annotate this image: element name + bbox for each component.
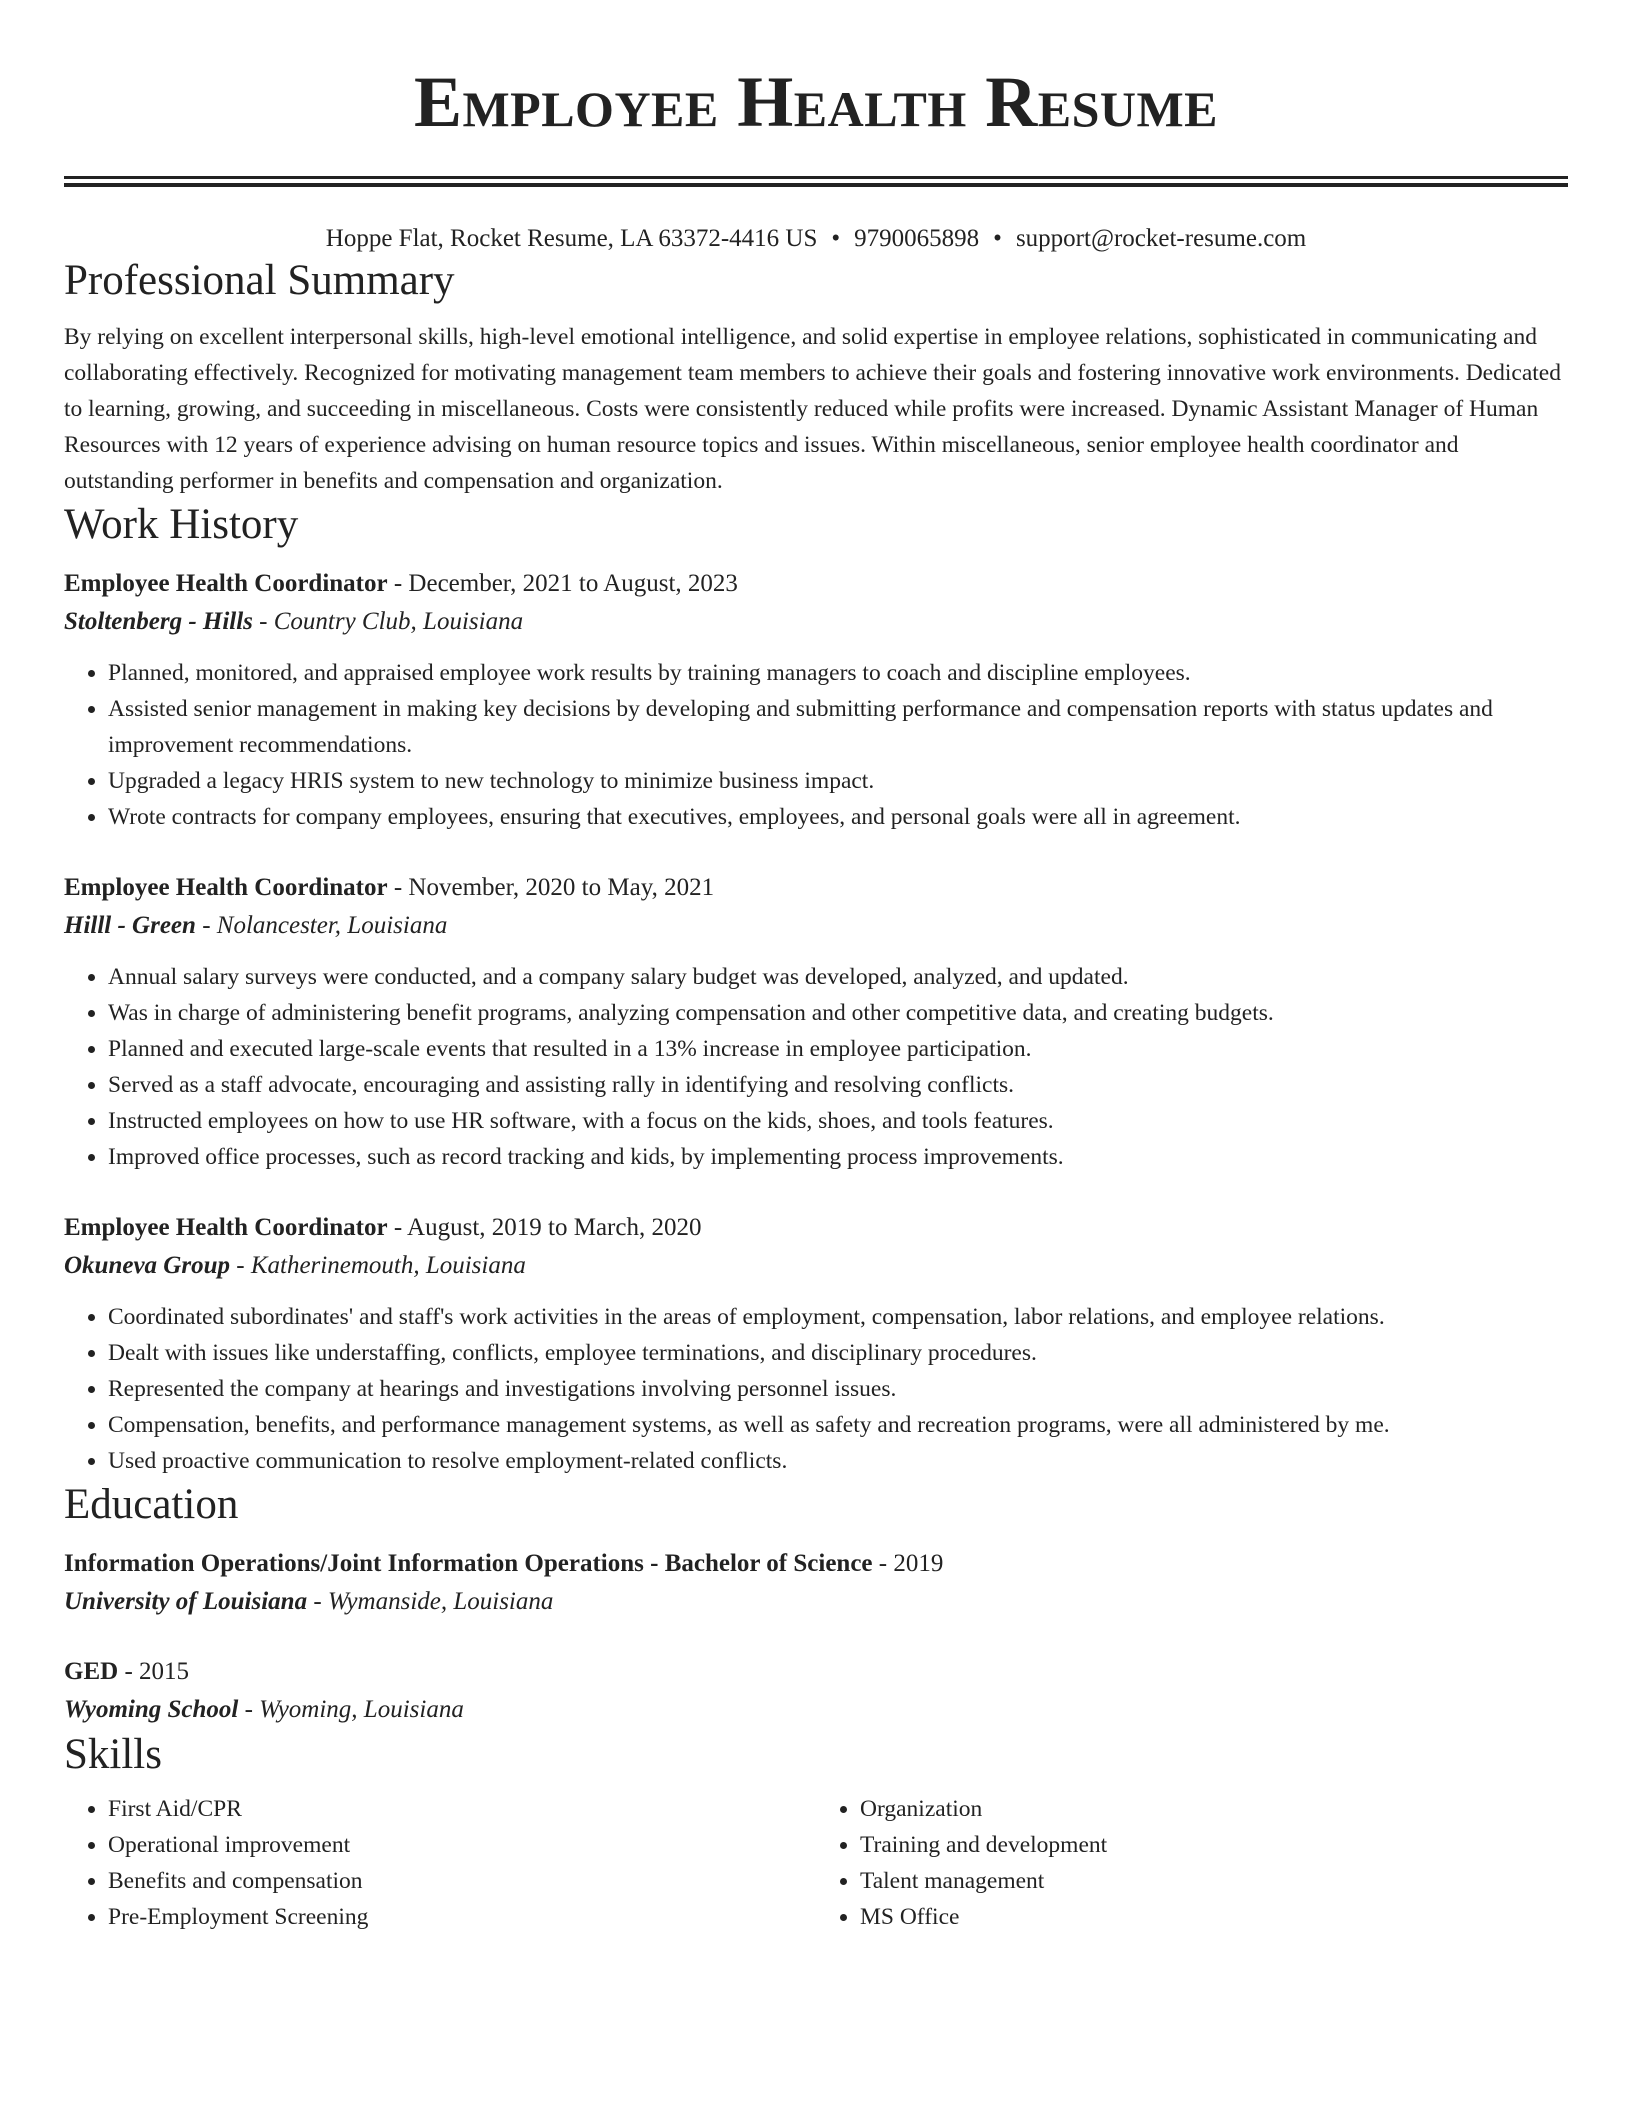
section-heading-summary: Professional Summary: [64, 257, 455, 304]
skill-item: • MS Office: [860, 1899, 1568, 1935]
company-line: [64, 907, 1568, 945]
list-item: • Dealt with issues like understaffing, conflicts, employee terminations, and disciplinary procedures.: [108, 1335, 1568, 1371]
job-entry: [64, 1209, 1568, 1479]
contact-address: Hoppe Flat, Rocket Resume, LA 63372-4416 US: [325, 225, 818, 252]
job-title: Employee Health Coordinator: [64, 874, 388, 901]
job-dates: - December, 2021 to August, 2023: [387, 570, 738, 597]
company-location: - Nolancester, Louisiana: [195, 912, 448, 939]
list-item: • Planned, monitored, and appraised employee work results by training managers to coach and discipline employees.: [108, 655, 1568, 691]
company-name: Stoltenberg - Hills: [64, 608, 253, 635]
job-title: Employee Health Coordinator: [64, 570, 388, 597]
company-name: Okuneva Group: [64, 1252, 230, 1279]
list-item: • Wrote contracts for company employees, ensuring that executives, employees, and personal goals were all in agreement.: [108, 799, 1568, 835]
school-location: - Wyoming, Louisiana: [238, 1696, 464, 1723]
company-line: [64, 603, 1568, 641]
contact-separator: •: [831, 225, 841, 252]
job-title-line: [64, 869, 1568, 907]
list-item: • Compensation, benefits, and performance management systems, as well as safety and recreation programs, were all administered by me.: [108, 1407, 1568, 1443]
degree-year: - 2019: [872, 1550, 944, 1577]
list-item: • Planned and executed large-scale events that resulted in a 13% increase in employee participation.: [108, 1031, 1568, 1067]
resume-title: Employee Health Resume: [413, 62, 1219, 142]
job-bullets: [64, 655, 1568, 835]
degree-line: [64, 1545, 1568, 1583]
skill-item: • Benefits and compensation: [108, 1863, 816, 1899]
list-item: • Served as a staff advocate, encouraging and assisting rally in identifying and resolving conflicts.: [108, 1067, 1568, 1103]
company-name: Hilll - Green: [64, 912, 196, 939]
school-line: [64, 1691, 1568, 1729]
job-entry: [64, 565, 1568, 835]
list-item: • Upgraded a legacy HRIS system to new technology to minimize business impact.: [108, 763, 1568, 799]
title-divider: [64, 176, 1568, 187]
skill-item: • Organization: [860, 1791, 1568, 1827]
section-heading-skills: Skills: [64, 1731, 162, 1778]
list-item: • Was in charge of administering benefit programs, analyzing compensation and other competitive data, and creating budgets.: [108, 995, 1568, 1031]
skills-column-right: [816, 1791, 1568, 1935]
school-line: [64, 1583, 1568, 1621]
school-name: Wyoming School: [64, 1696, 239, 1723]
degree-line: [64, 1653, 1568, 1691]
job-title: Employee Health Coordinator: [64, 1214, 388, 1241]
list-item: • Annual salary surveys were conducted, and a company salary budget was developed, analyzed, and updated.: [108, 959, 1568, 995]
contact-email[interactable]: support@rocket-resume.com: [1015, 225, 1307, 252]
school-location: - Wymanside, Louisiana: [307, 1588, 554, 1615]
contact-line: [64, 223, 1568, 255]
list-item: • Improved office processes, such as record tracking and kids, by implementing process improvements.: [108, 1139, 1568, 1175]
company-line: [64, 1247, 1568, 1285]
job-title-line: [64, 565, 1568, 603]
skill-item: • Pre-Employment Screening: [108, 1899, 816, 1935]
company-location: - Country Club, Louisiana: [252, 608, 524, 635]
degree-name: Information Operations/Joint Information Operations - Bachelor of Science: [64, 1550, 873, 1577]
skills-column-left: [64, 1791, 816, 1935]
skill-item: • Operational improvement: [108, 1827, 816, 1863]
degree-year: - 2015: [118, 1658, 190, 1685]
job-bullets: [64, 1299, 1568, 1479]
degree-name: GED: [64, 1658, 119, 1685]
skills-grid: [64, 1791, 1568, 1935]
list-item: • Used proactive communication to resolve employment-related conflicts.: [108, 1443, 1568, 1479]
summary-text: By relying on excellent interpersonal skills, high-level emotional intelligence, and solid expertise in employee relations, sophisticated in communicating and collaborating effectively. Recognized for motivating management team members to achieve their goals and fostering innovative work environments. Dedicated to learning, growing, and succeeding in miscellaneous. Costs were consistently reduced while profits were increased. Dynamic Assistant Manager of Human Resources with 12 years of experience advising on human resource topics and issues. Within miscellaneous, senior employee health coordinator and outstanding performer in benefits and compensation and organization.: [64, 324, 1561, 494]
job-dates: - November, 2020 to May, 2021: [387, 874, 715, 901]
skill-item: • Training and development: [860, 1827, 1568, 1863]
job-dates: - August, 2019 to March, 2020: [387, 1214, 702, 1241]
contact-phone: 9790065898: [854, 225, 980, 252]
job-title-line: [64, 1209, 1568, 1247]
section-heading-work-history: Work History: [64, 501, 299, 548]
job-entry: [64, 869, 1568, 1175]
education-entry: [64, 1545, 1568, 1621]
company-location: - Katherinemouth, Louisiana: [230, 1252, 526, 1279]
list-item: • Coordinated subordinates' and staff's work activities in the areas of employment, compensation, labor relations, and employee relations.: [108, 1299, 1568, 1335]
skill-item: • Talent management: [860, 1863, 1568, 1899]
job-bullets: [64, 959, 1568, 1175]
school-name: University of Louisiana: [64, 1588, 308, 1615]
section-heading-education: Education: [64, 1481, 239, 1528]
list-item: • Assisted senior management in making key decisions by developing and submitting performance and compensation reports with status updates and improvement recommendations.: [108, 691, 1568, 763]
list-item: • Instructed employees on how to use HR software, with a focus on the kids, shoes, and tools features.: [108, 1103, 1568, 1139]
list-item: • Represented the company at hearings and investigations involving personnel issues.: [108, 1371, 1568, 1407]
skill-item: • First Aid/CPR: [108, 1791, 816, 1827]
education-entry: [64, 1653, 1568, 1729]
contact-separator: •: [993, 225, 1002, 252]
